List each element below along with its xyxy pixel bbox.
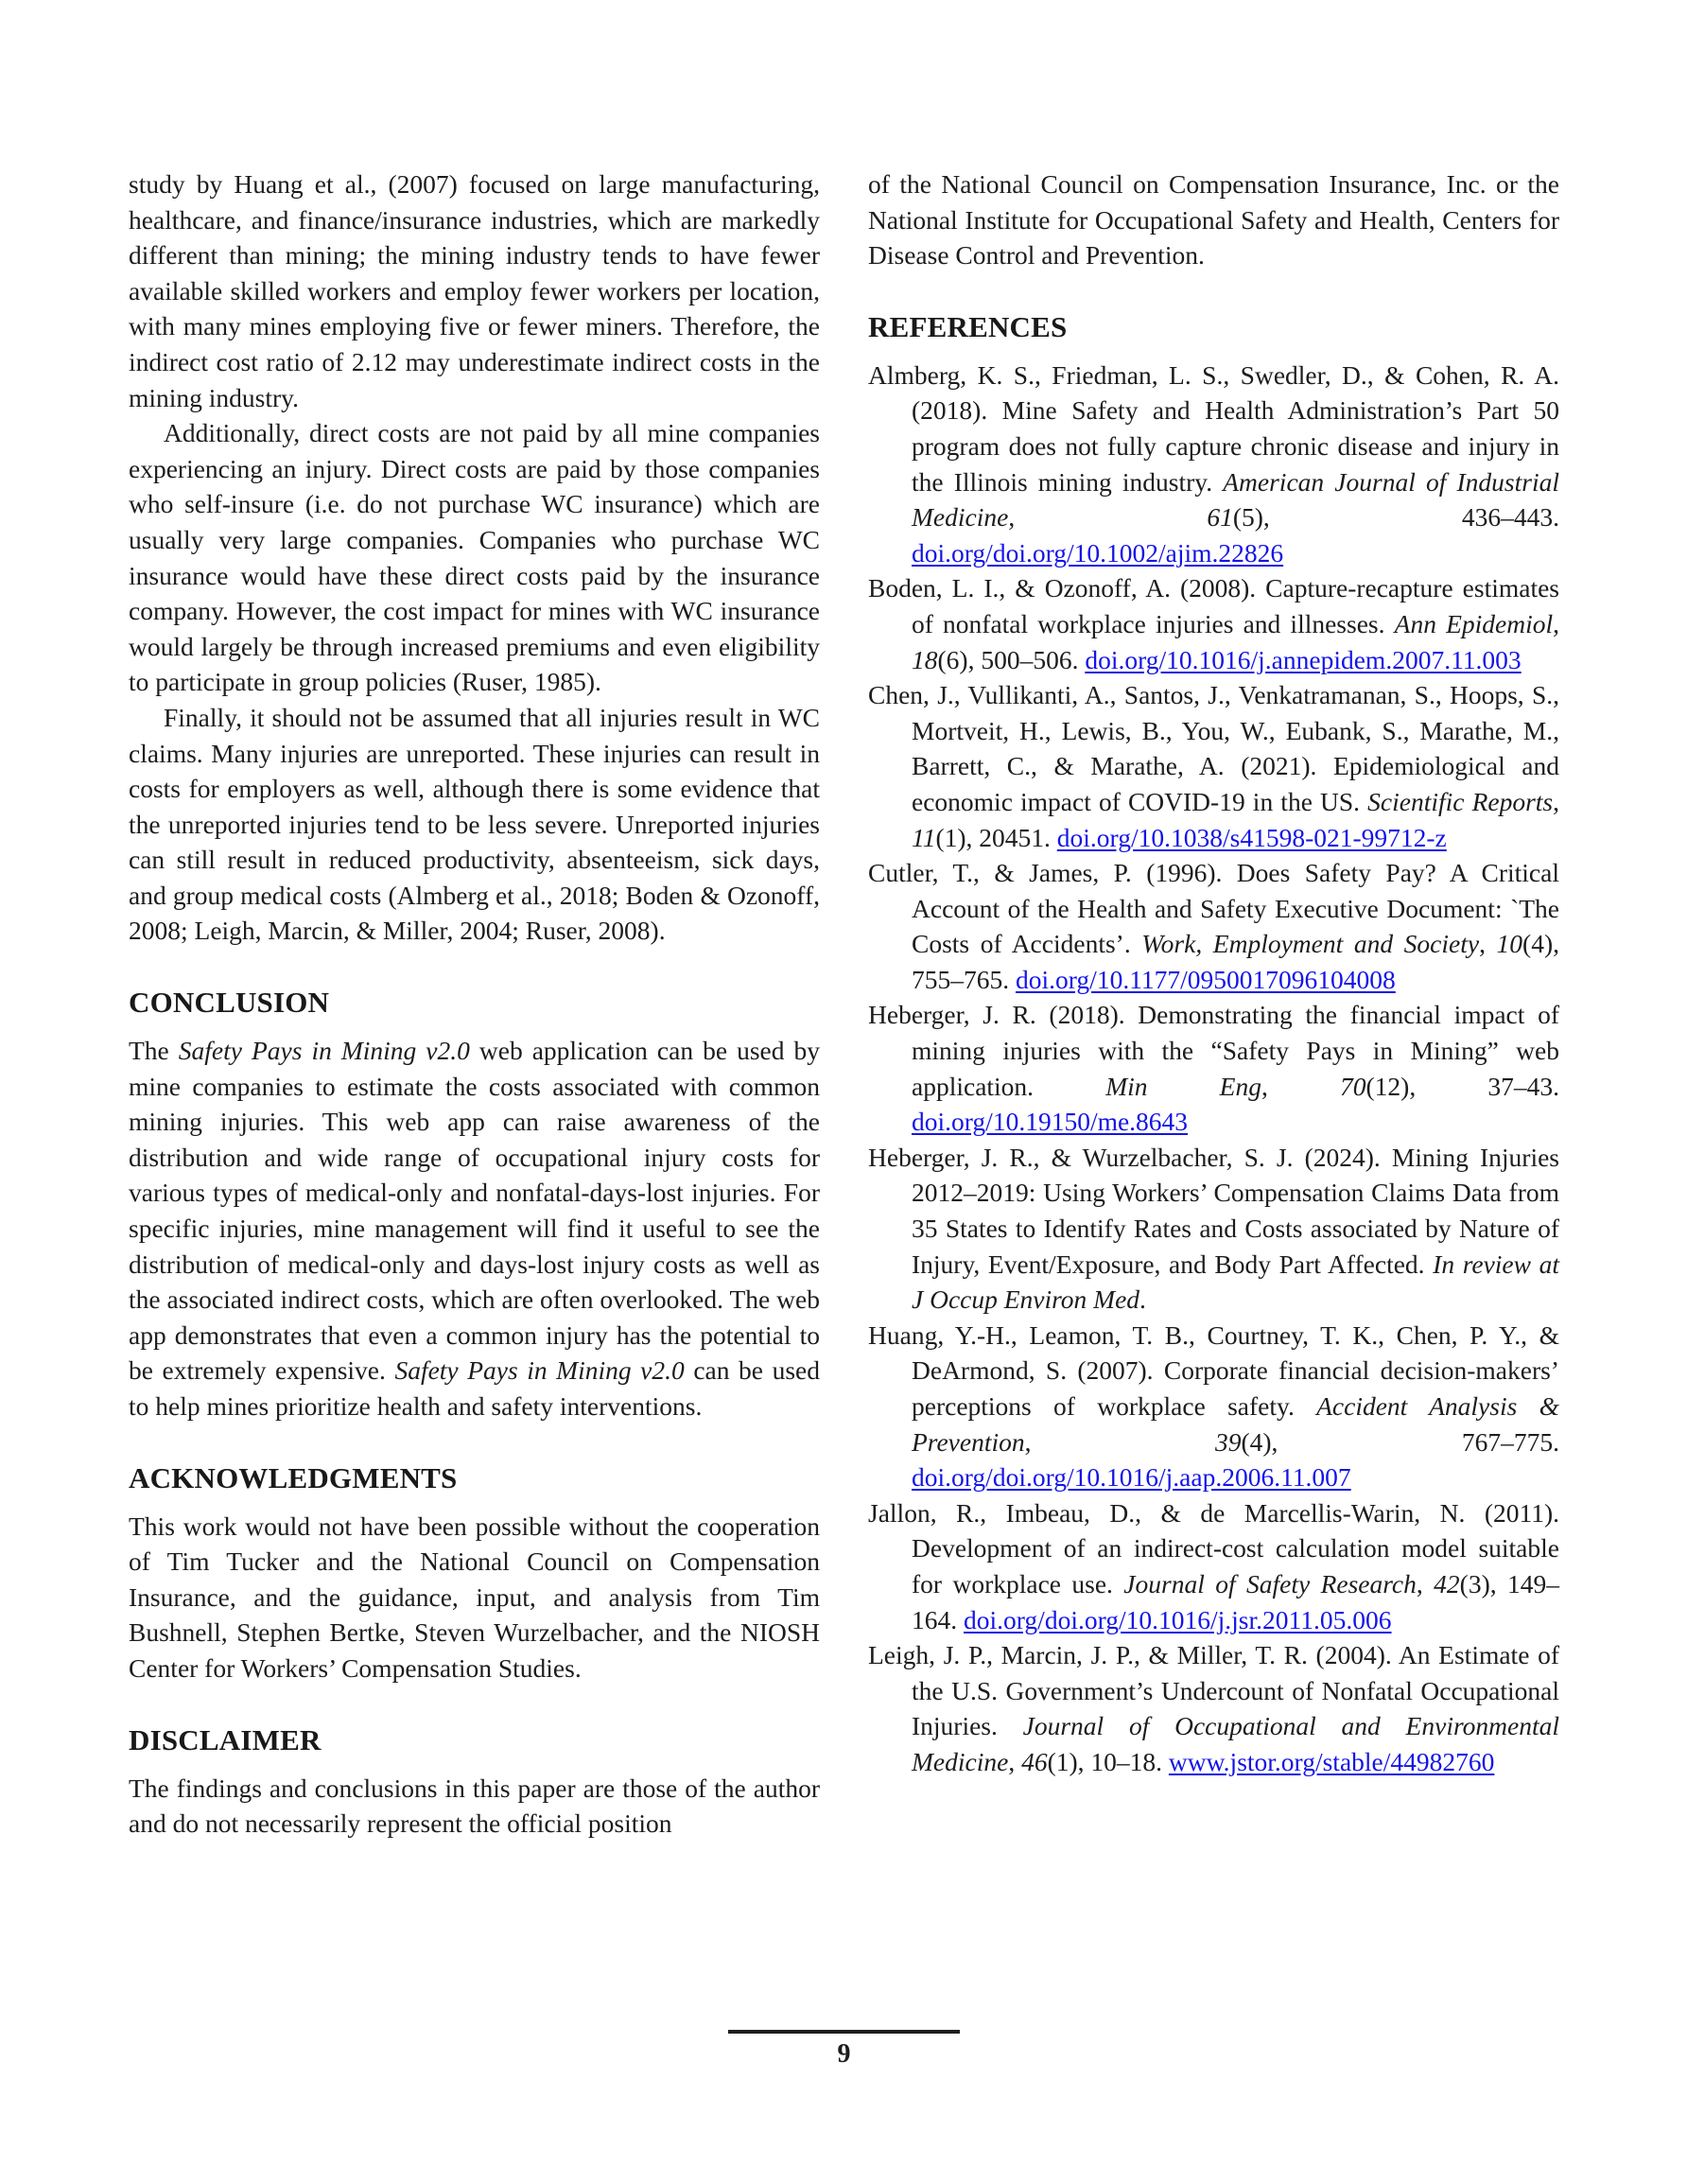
text-run: (6), 500–506.	[937, 644, 1086, 674]
reference-entry	[868, 855, 1559, 997]
text-run: Heberger, J. R. (2018). Demonstrating the financial impact of mining injuries with the “Safety Pays in Mining” web application.	[868, 1000, 1559, 1101]
italic-text: Min Eng	[1105, 1071, 1261, 1101]
text-run: ,	[1553, 786, 1560, 816]
text-run: Almberg, K. S., Friedman, L. S., Swedler, D., & Cohen, R. A. (2018). Mine Safety and Health Administration’s Part 50 program does not fully capture chronic disease and injury in the Illinois mining industry.	[868, 359, 1559, 497]
body-paragraph	[129, 1771, 820, 1842]
text-run: ,	[1479, 929, 1497, 959]
italic-text: Safety Pays in Mining v2.0	[178, 1036, 470, 1066]
italic-text: 10	[1496, 929, 1523, 959]
italic-text: 39	[1214, 1426, 1242, 1457]
text-run: This work would not have been possible without the cooperation of Tim Tucker and the National Council on Compensation Insurance, and the guidance, input, and analysis from Tim Bushnell, Stephen Bertke, Steven Wurzelbacher, and the NIOSH Center for Workers’ Compensation Studies.	[129, 1511, 820, 1683]
text-run: ,	[1261, 1071, 1341, 1101]
text-run: Boden, L. I., & Ozonoff, A. (2008). Capture-recapture estimates of nonfatal workplace injuries and illnesses.	[868, 573, 1559, 638]
body-paragraph	[129, 700, 820, 949]
reference-link[interactable]: doi.org/10.19150/me.8643	[912, 1107, 1189, 1137]
text-run: ,	[1553, 608, 1559, 638]
reference-entry	[868, 358, 1559, 571]
section-heading-disclaimer: DISCLAIMER	[129, 1722, 322, 1756]
text-run: (12), 37–43.	[1365, 1071, 1559, 1101]
section-heading-acknowledgments: ACKNOWLEDGMENTS	[129, 1460, 458, 1494]
section-heading-references: REFERENCES	[868, 309, 1068, 343]
text-run: ,	[1008, 502, 1208, 533]
reference-entry	[868, 1140, 1559, 1318]
reference-link[interactable]: www.jstor.org/stable/44982760	[1168, 1746, 1495, 1776]
reference-entry	[868, 570, 1559, 677]
reference-link[interactable]: doi.org/doi.org/10.1016/j.jsr.2011.05.006	[964, 1604, 1392, 1634]
italic-text: In review at J Occup Environ Med	[912, 1249, 1559, 1315]
right-column	[868, 166, 1559, 1780]
text-run: Heberger, J. R., & Wurzelbacher, S. J. (2024). Mining Injuries 2012–2019: Using Workers’ Compensation Claims Data from 35 States to Identify Rates and Costs associated by Nature of Injury, Event/Exposure, and Body Part Affected.	[868, 1142, 1559, 1279]
body-paragraph	[129, 415, 820, 700]
section-heading-conclusion: CONCLUSION	[129, 986, 330, 1020]
reference-entry	[868, 1495, 1559, 1637]
text-run: Jallon, R., Imbeau, D., & de Marcellis-Warin, N. (2011). Development of an indirect-cost calculation model suitable for workplace use.	[868, 1497, 1559, 1599]
italic-text: American Journal of Industrial Medicine	[912, 466, 1559, 533]
text-run: (4), 755–765.	[912, 929, 1559, 994]
text-run: ,	[1008, 1746, 1022, 1776]
italic-text: 42	[1434, 1568, 1460, 1599]
reference-entry	[868, 677, 1559, 855]
text-run: (3), 149–164.	[912, 1568, 1560, 1634]
reference-entry	[868, 1318, 1559, 1495]
body-paragraph-continued	[868, 166, 1559, 273]
italic-text: Safety Pays in Mining v2.0	[394, 1355, 685, 1386]
text-run: The findings and conclusions in this paper are those of the author and do not necessarily represent the official position	[129, 1773, 820, 1839]
body-paragraph	[129, 1033, 820, 1424]
reference-entry	[868, 1637, 1559, 1779]
text-run: (5), 436–443.	[1232, 502, 1559, 533]
text-run: web application can be used by mine companies to estimate the costs associated with common mining injuries. This web app can raise awareness of the distribution and wide range of occupational injury costs for various types of medical-only and nonfatal-days-lost injuries. For specific injuries, mine management will find it useful to see the distribution of medical-only and days-lost injury costs as well as the associated indirect costs, which are often overlooked. The web app demonstrates that even a common injury has the potential to be extremely expensive.	[129, 1036, 820, 1386]
italic-text: Ann Epidemiol	[1394, 608, 1554, 638]
text-run: (1), 10–18.	[1047, 1746, 1169, 1776]
text-run: (1), 20451.	[935, 822, 1057, 852]
text-run: study by Huang et al., (2007) focused on large manufacturing, healthcare, and finance/insurance industries, which are markedly different than mining; the mining industry tends to have fewer available skilled workers and employ fewer workers per location, with many mines employing five or fewer miners. Therefore, the indirect cost ratio of 2.12 may underestimate indirect costs in the mining industry.	[129, 169, 820, 412]
italic-text: 46	[1021, 1746, 1048, 1776]
text-run: ,	[1024, 1426, 1215, 1457]
text-run: ,	[1416, 1568, 1435, 1599]
text-run: Additionally, direct costs are not paid by all mine companies experiencing an injury. Direct costs are paid by those companies who self-insure (i.e. do not purchase WC insurance) which are usually very large companies. Companies who purchase WC insurance would have these direct costs paid by the insurance company. However, the cost impact for mines with WC insurance would largely be through increased premiums and even eligibility to participate in group policies (Ruser, 1985).	[129, 418, 820, 697]
italic-text: 11	[912, 822, 936, 852]
text-run: .	[1139, 1284, 1146, 1315]
reference-entry	[868, 997, 1559, 1139]
italic-text: Accident Analysis & Prevention	[912, 1391, 1559, 1457]
body-paragraph-continued	[129, 166, 820, 415]
text-run: Leigh, J. P., Marcin, J. P., & Miller, T. R. (2004). An Estimate of the U.S. Government’s Undercount of Nonfatal Occupational Injuries.	[868, 1640, 1559, 1741]
text-run: Chen, J., Vullikanti, A., Santos, J., Venkatramanan, S., Hoops, S., Mortveit, H., Lewis, B., You, W., Eubank, S., Marathe, M., Barrett, C., & Marathe, A. (2021). Epidemiological and economic impact of COVID-19 in the US.	[868, 680, 1559, 816]
text-run: Finally, it should not be assumed that all injuries result in WC claims. Many injuries are unreported. These injuries can result in costs for employers as well, although there is some evidence that the unreported injuries tend to be less severe. Unreported injuries can still result in reduced productivity, absenteeism, sick days, and group medical costs (Almberg et al., 2018; Boden & Ozonoff, 2008; Leigh, Marcin, & Miller, 2004; Ruser, 2008).	[129, 702, 820, 946]
text-run: Cutler, T., & James, P. (1996). Does Safety Pay? A Critical Account of the Health and Safety Executive Document: `The Costs of Accidents’.	[868, 858, 1559, 959]
italic-text: Work, Employment and Society	[1141, 929, 1480, 959]
reference-link[interactable]: doi.org/10.1016/j.annepidem.2007.11.003	[1085, 644, 1522, 674]
italic-text: Scientific Reports	[1367, 786, 1554, 816]
reference-list	[868, 358, 1559, 1780]
reference-link[interactable]: doi.org/10.1038/s41598-021-99712-z	[1056, 822, 1447, 852]
italic-text: Journal of Occupational and Environmental Medicine	[912, 1711, 1559, 1776]
text-run: of the National Council on Compensation Insurance, Inc. or the National Institute for Occupational Safety and Health, Centers for Disease Control and Prevention.	[868, 169, 1559, 271]
text-run: Huang, Y.-H., Leamon, T. B., Courtney, T. K., Chen, P. Y., & DeArmond, S. (2007). Corporate financial decision-makers’ perceptions of workplace safety.	[868, 1319, 1559, 1421]
reference-link[interactable]: doi.org/10.1177/0950017096104008	[1016, 964, 1396, 994]
page-number: 9	[837, 2039, 851, 2069]
italic-text: 70	[1340, 1071, 1366, 1101]
italic-text: 61	[1207, 502, 1233, 533]
italic-text: 18	[912, 644, 938, 674]
reference-link[interactable]: doi.org/doi.org/10.1016/j.aap.2006.11.007	[912, 1462, 1351, 1493]
text-run: can be used to help mines prioritize health and safety interventions.	[129, 1355, 820, 1421]
italic-text: Journal of Safety Research	[1123, 1568, 1417, 1599]
footnote-separator-rule	[728, 2030, 960, 2034]
text-run: The	[129, 1036, 179, 1066]
text-run: (4), 767–775.	[1241, 1426, 1559, 1457]
body-paragraph	[129, 1509, 820, 1686]
left-column	[129, 166, 820, 1842]
reference-link[interactable]: doi.org/doi.org/10.1002/ajim.22826	[912, 537, 1284, 568]
